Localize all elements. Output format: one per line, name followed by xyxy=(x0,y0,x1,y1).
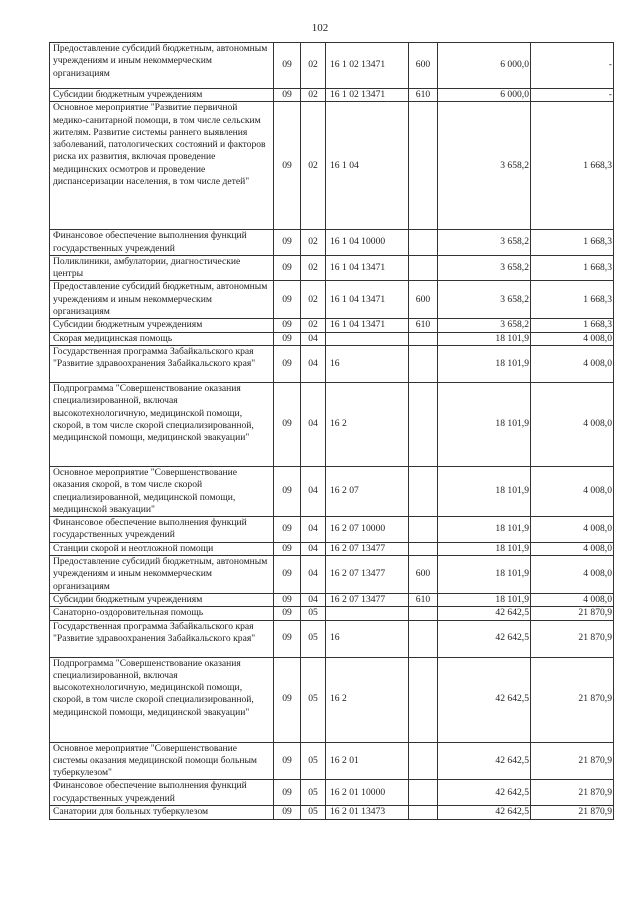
table-cell-section: 09 xyxy=(274,517,301,543)
table-cell-target-article: 16 1 04 10000 xyxy=(326,230,409,256)
table-row xyxy=(50,382,614,466)
table-cell-target-article: 16 2 07 13477 xyxy=(326,556,409,594)
table-cell-expense-type xyxy=(409,345,438,382)
table-cell-section: 09 xyxy=(274,332,301,345)
table-row xyxy=(50,466,614,516)
table-row xyxy=(50,593,614,606)
table-cell-amount-1: 18 101,9 xyxy=(438,556,531,594)
table-cell-expense-type xyxy=(409,542,438,555)
table-cell-subsection: 04 xyxy=(301,517,326,543)
budget-table xyxy=(49,42,614,820)
table-cell-name: Финансовое обеспечение выполнения функций государственных учреждений xyxy=(50,230,274,256)
table-cell-section: 09 xyxy=(274,806,301,819)
table-cell-subsection: 04 xyxy=(301,556,326,594)
table-cell-target-article: 16 xyxy=(326,620,409,657)
table-row xyxy=(50,230,614,256)
table-cell-amount-2: 1 668,3 xyxy=(531,230,614,256)
table-cell-amount-2: 4 008,0 xyxy=(531,593,614,606)
table-cell-amount-1: 18 101,9 xyxy=(438,542,531,555)
table-cell-subsection: 05 xyxy=(301,607,326,620)
table-row xyxy=(50,332,614,345)
table-row xyxy=(50,102,614,230)
table-row xyxy=(50,806,614,819)
table-cell-subsection: 04 xyxy=(301,345,326,382)
table-cell-name: Подпрограмма "Совершенствование оказания специализированной, включая высокотехнологичную, медицинской помощи, скорой, в том числе скорой специализированной, медицинской помощи, медицинской эвакуации" xyxy=(50,657,274,742)
table-cell-expense-type xyxy=(409,806,438,819)
table-cell-expense-type xyxy=(409,255,438,281)
table-row xyxy=(50,517,614,543)
table-cell-subsection: 02 xyxy=(301,89,326,102)
table-cell-target-article: 16 2 07 xyxy=(326,466,409,516)
table-cell-amount-1: 3 658,2 xyxy=(438,230,531,256)
table-cell-amount-1: 6 000,0 xyxy=(438,43,531,89)
table-cell-expense-type: 610 xyxy=(409,319,438,332)
table-cell-expense-type: 610 xyxy=(409,593,438,606)
table-cell-amount-2: 4 008,0 xyxy=(531,542,614,555)
table-cell-amount-1: 18 101,9 xyxy=(438,345,531,382)
table-cell-expense-type: 600 xyxy=(409,43,438,89)
table-cell-name: Субсидии бюджетным учреждениям xyxy=(50,319,274,332)
table-cell-amount-1: 42 642,5 xyxy=(438,806,531,819)
table-cell-section: 09 xyxy=(274,345,301,382)
table-row xyxy=(50,742,614,780)
table-cell-section: 09 xyxy=(274,742,301,780)
table-cell-subsection: 05 xyxy=(301,780,326,806)
table-cell-target-article: 16 2 01 xyxy=(326,742,409,780)
table-cell-section: 09 xyxy=(274,281,301,319)
table-cell-target-article: 16 1 04 xyxy=(326,102,409,230)
table-cell-target-article: 16 2 01 13473 xyxy=(326,806,409,819)
table-cell-amount-2: 21 870,9 xyxy=(531,780,614,806)
table-cell-target-article: 16 2 07 10000 xyxy=(326,517,409,543)
table-cell-expense-type xyxy=(409,466,438,516)
table-cell-subsection: 02 xyxy=(301,230,326,256)
table-cell-amount-2: 1 668,3 xyxy=(531,102,614,230)
table-cell-name: Санатории для больных туберкулезом xyxy=(50,806,274,819)
table-cell-amount-1: 3 658,2 xyxy=(438,102,531,230)
table-cell-target-article: 16 2 07 13477 xyxy=(326,593,409,606)
table-cell-section: 09 xyxy=(274,593,301,606)
table-cell-amount-2: 21 870,9 xyxy=(531,607,614,620)
table-cell-amount-1: 3 658,2 xyxy=(438,281,531,319)
table-cell-section: 09 xyxy=(274,230,301,256)
table-cell-subsection: 02 xyxy=(301,102,326,230)
table-row xyxy=(50,43,614,89)
table-cell-target-article: 16 1 04 13471 xyxy=(326,319,409,332)
table-cell-name: Подпрограмма "Совершенствование оказания специализированной, включая высокотехнологичную, медицинской помощи, скорой, в том числе скорой специализированной, медицинской помощи, медицинской эвакуации" xyxy=(50,382,274,466)
table-cell-amount-1: 6 000,0 xyxy=(438,89,531,102)
table-cell-name: Субсидии бюджетным учреждениям xyxy=(50,89,274,102)
table-row xyxy=(50,556,614,594)
table-cell-target-article: 16 1 04 13471 xyxy=(326,281,409,319)
table-cell-subsection: 02 xyxy=(301,281,326,319)
table-cell-section: 09 xyxy=(274,780,301,806)
table-cell-subsection: 05 xyxy=(301,620,326,657)
table-cell-subsection: 04 xyxy=(301,542,326,555)
table-cell-name: Субсидии бюджетным учреждениям xyxy=(50,593,274,606)
table-cell-amount-2: 21 870,9 xyxy=(531,806,614,819)
table-cell-name: Государственная программа Забайкальского края "Развитие здравоохранения Забайкальского края" xyxy=(50,345,274,382)
table-row xyxy=(50,657,614,742)
table-cell-section: 09 xyxy=(274,319,301,332)
table-cell-expense-type: 600 xyxy=(409,281,438,319)
table-cell-name: Финансовое обеспечение выполнения функций государственных учреждений xyxy=(50,517,274,543)
table-cell-section: 09 xyxy=(274,255,301,281)
table-cell-expense-type xyxy=(409,620,438,657)
table-cell-amount-1: 42 642,5 xyxy=(438,742,531,780)
table-cell-amount-2: 4 008,0 xyxy=(531,466,614,516)
table-cell-amount-1: 42 642,5 xyxy=(438,620,531,657)
table-cell-section: 09 xyxy=(274,382,301,466)
table-row xyxy=(50,780,614,806)
table-cell-target-article: 16 1 04 13471 xyxy=(326,255,409,281)
table-cell-section: 09 xyxy=(274,89,301,102)
table-cell-section: 09 xyxy=(274,620,301,657)
table-cell-target-article xyxy=(326,607,409,620)
table-cell-expense-type xyxy=(409,742,438,780)
table-row xyxy=(50,255,614,281)
table-cell-name: Поликлиники, амбулатории, диагностические центры xyxy=(50,255,274,281)
table-cell-amount-2: 4 008,0 xyxy=(531,345,614,382)
table-cell-name: Финансовое обеспечение выполнения функций государственных учреждений xyxy=(50,780,274,806)
table-row xyxy=(50,620,614,657)
table-cell-target-article xyxy=(326,332,409,345)
table-cell-name: Государственная программа Забайкальского края "Развитие здравоохранения Забайкальского края" xyxy=(50,620,274,657)
table-row xyxy=(50,281,614,319)
table-cell-amount-2: 1 668,3 xyxy=(531,281,614,319)
table-cell-target-article: 16 1 02 13471 xyxy=(326,89,409,102)
table-cell-amount-1: 18 101,9 xyxy=(438,332,531,345)
table-cell-amount-1: 3 658,2 xyxy=(438,319,531,332)
table-cell-target-article: 16 2 01 10000 xyxy=(326,780,409,806)
table-cell-amount-2: 21 870,9 xyxy=(531,742,614,780)
page-number: 102 xyxy=(311,22,329,34)
table-cell-subsection: 02 xyxy=(301,319,326,332)
table-cell-expense-type xyxy=(409,517,438,543)
table-cell-name: Основное мероприятие "Развитие первичной медико-санитарной помощи, в том числе сельским жителям. Развитие системы раннего выявления заболеваний, патологических состояний и факторов риска их развития, включая проведение медицинских осмотров и проведение диспансеризации населения, в том числе детей" xyxy=(50,102,274,230)
table-cell-target-article: 16 1 02 13471 xyxy=(326,43,409,89)
table-cell-amount-1: 42 642,5 xyxy=(438,780,531,806)
table-cell-expense-type: 610 xyxy=(409,89,438,102)
table-cell-subsection: 04 xyxy=(301,332,326,345)
table-cell-name: Предоставление субсидий бюджетным, автономным учреждениям и иным некоммерческим организациям xyxy=(50,556,274,594)
table-cell-subsection: 05 xyxy=(301,806,326,819)
table-cell-amount-1: 42 642,5 xyxy=(438,657,531,742)
table-cell-subsection: 05 xyxy=(301,742,326,780)
table-cell-amount-2: 1 668,3 xyxy=(531,319,614,332)
table-row xyxy=(50,607,614,620)
table-cell-expense-type xyxy=(409,382,438,466)
table-cell-expense-type xyxy=(409,332,438,345)
table-row xyxy=(50,345,614,382)
table-cell-amount-1: 42 642,5 xyxy=(438,607,531,620)
table-cell-amount-1: 3 658,2 xyxy=(438,255,531,281)
table-cell-expense-type xyxy=(409,230,438,256)
table-cell-target-article: 16 2 xyxy=(326,657,409,742)
table-cell-target-article: 16 2 07 13477 xyxy=(326,542,409,555)
table-cell-section: 09 xyxy=(274,657,301,742)
table-cell-subsection: 02 xyxy=(301,255,326,281)
table-cell-section: 09 xyxy=(274,466,301,516)
table-row xyxy=(50,542,614,555)
table-cell-section: 09 xyxy=(274,542,301,555)
table-cell-amount-2: 4 008,0 xyxy=(531,517,614,543)
table-cell-subsection: 04 xyxy=(301,466,326,516)
table-cell-expense-type xyxy=(409,607,438,620)
table-cell-amount-2: 21 870,9 xyxy=(531,620,614,657)
table-cell-expense-type xyxy=(409,102,438,230)
table-cell-name: Санаторно-оздоровительная помощь xyxy=(50,607,274,620)
table-cell-amount-2: 4 008,0 xyxy=(531,556,614,594)
table-cell-section: 09 xyxy=(274,556,301,594)
table-cell-subsection: 05 xyxy=(301,657,326,742)
table-cell-amount-2: 1 668,3 xyxy=(531,255,614,281)
table-cell-amount-1: 18 101,9 xyxy=(438,382,531,466)
table-cell-subsection: 02 xyxy=(301,43,326,89)
table-cell-section: 09 xyxy=(274,102,301,230)
table-cell-expense-type xyxy=(409,780,438,806)
table-cell-expense-type xyxy=(409,657,438,742)
table-cell-target-article: 16 2 xyxy=(326,382,409,466)
table-cell-name: Предоставление субсидий бюджетным, автономным учреждениям и иным некоммерческим организациям xyxy=(50,43,274,89)
table-row xyxy=(50,89,614,102)
table-cell-amount-1: 18 101,9 xyxy=(438,593,531,606)
table-cell-subsection: 04 xyxy=(301,382,326,466)
table-cell-amount-1: 18 101,9 xyxy=(438,517,531,543)
table-cell-amount-2: 4 008,0 xyxy=(531,332,614,345)
table-cell-name: Станции скорой и неотложной помощи xyxy=(50,542,274,555)
table-cell-amount-2: 4 008,0 xyxy=(531,382,614,466)
table-cell-expense-type: 600 xyxy=(409,556,438,594)
table-cell-amount-2: 21 870,9 xyxy=(531,657,614,742)
table-cell-target-article: 16 xyxy=(326,345,409,382)
table-cell-name: Основное мероприятие "Совершенствование оказания скорой, в том числе скорой специализированной, медицинской помощи, медицинской эвакуации" xyxy=(50,466,274,516)
table-cell-name: Основное мероприятие "Совершенствование системы оказания медицинской помощи больным туберкулезом" xyxy=(50,742,274,780)
table-row xyxy=(50,319,614,332)
table-cell-section: 09 xyxy=(274,43,301,89)
table-cell-name: Предоставление субсидий бюджетным, автономным учреждениям и иным некоммерческим организациям xyxy=(50,281,274,319)
table-cell-section: 09 xyxy=(274,607,301,620)
table-cell-name: Скорая медицинская помощь xyxy=(50,332,274,345)
table-cell-amount-1: 18 101,9 xyxy=(438,466,531,516)
table-cell-amount-2: - xyxy=(531,89,614,102)
table-cell-amount-2: - xyxy=(531,43,614,89)
table-cell-subsection: 04 xyxy=(301,593,326,606)
